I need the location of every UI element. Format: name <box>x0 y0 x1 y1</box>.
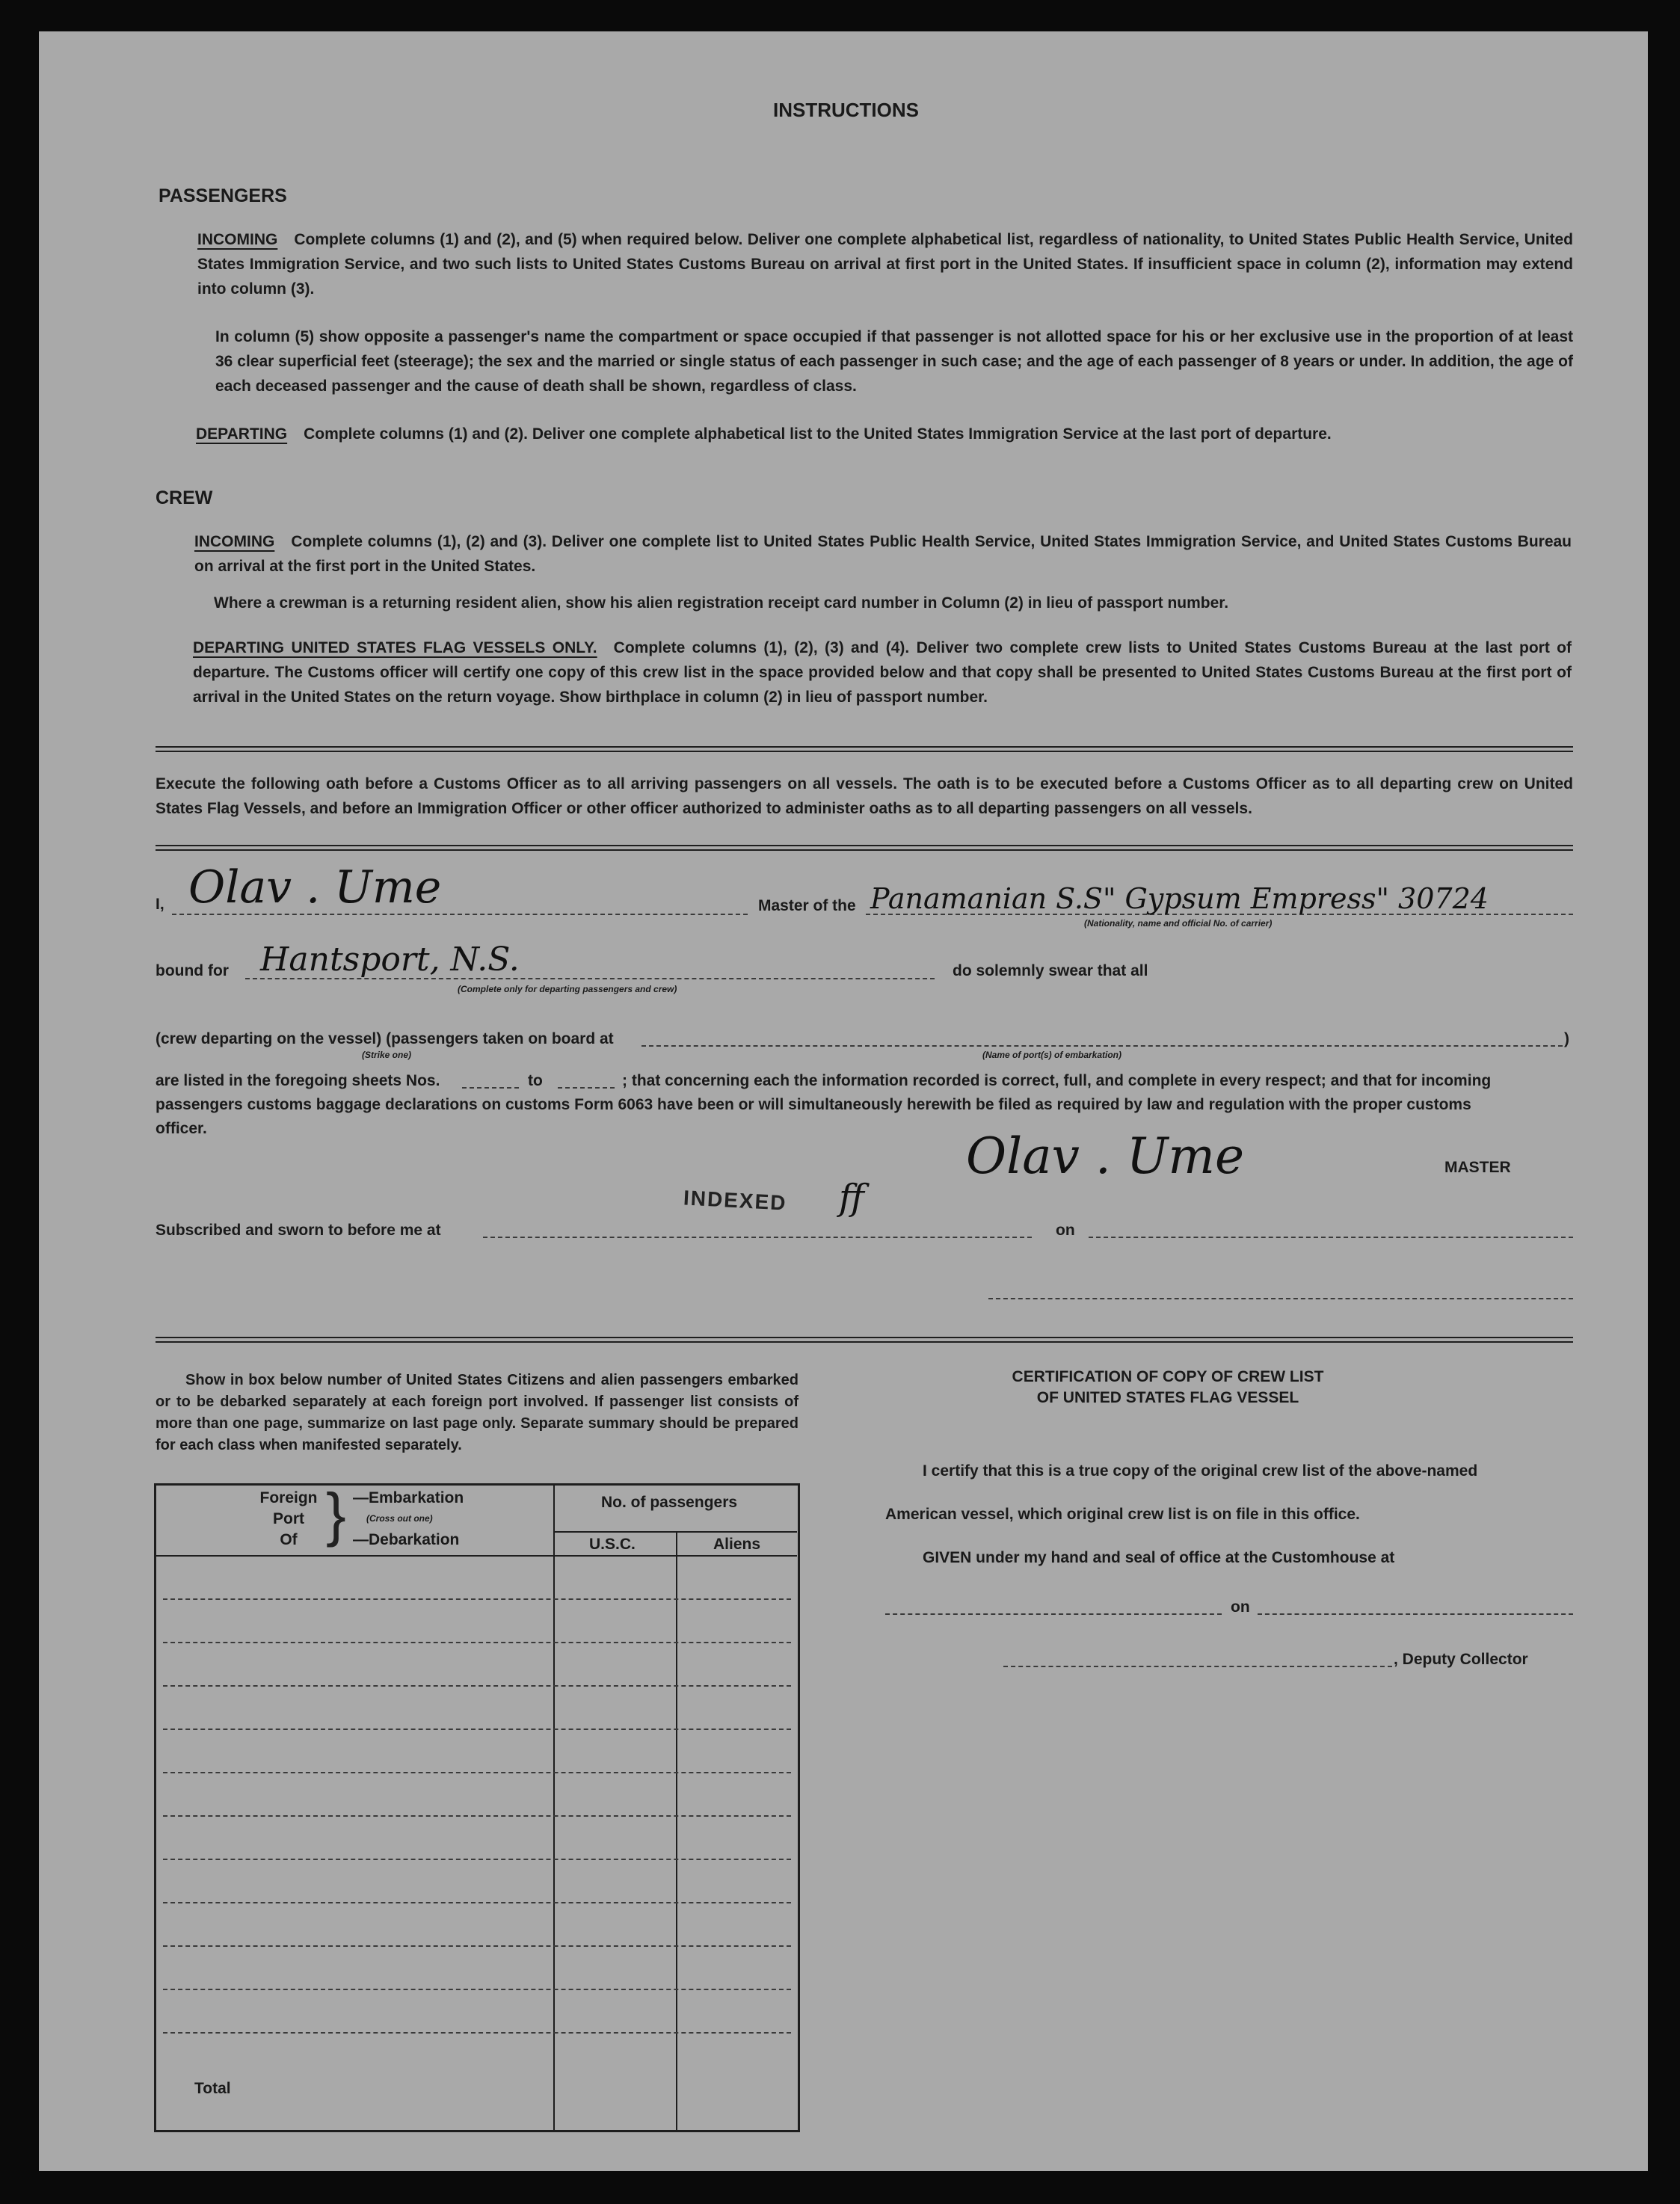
summary-box <box>154 1483 800 2132</box>
master-label: MASTER <box>1444 1159 1511 1176</box>
aliens-column-header: Aliens <box>713 1536 761 1553</box>
passengers-departing-text: Complete columns (1) and (2). Deliver one complete alphabetical list to the United States Immigration Service at the last port of departure. <box>304 425 1332 443</box>
summary-row-line[interactable] <box>163 1859 791 1860</box>
summary-row-line[interactable] <box>163 1815 791 1817</box>
swear-label: do solemnly swear that all <box>953 962 1148 979</box>
brace: } <box>326 1481 346 1548</box>
american-text: American vessel, which original crew list is on file in this office. <box>885 1506 1360 1523</box>
certification-title-1: CERTIFICATION OF COPY OF CREW LIST <box>1012 1368 1324 1385</box>
master-of-label: Master of the <box>758 897 856 914</box>
listed-to: to <box>528 1072 543 1089</box>
master-signature: Olav . Ume <box>966 1127 1245 1185</box>
crew-incoming-text: Complete columns (1), (2) and (3). Deliver one complete list to United States Public Health Service, United States Immigration Service, and United States Customs Bureau on arrival at the first port in the United States. <box>194 533 1572 575</box>
deputy-signature-line[interactable] <box>1003 1666 1392 1667</box>
summary-instructions: Show in box below number of United States Citizens and alien passengers embarked or to be debarked separately at each foreign port involved. If passenger list consists of more than one page, summarize on last page only. Separate summary should be prepared for each class when manifested separately. <box>156 1372 799 1453</box>
given-text: GIVEN under my hand and seal of office at the Customhouse at <box>923 1549 1395 1566</box>
oath-intro-paragraph: Execute the following oath before a Customs Officer as to all arriving passengers on all vessels. The oath is to be executed before a Customs Officer as to all departing crew on United States Flag Vessels, and before an Immigration Officer or other officer authorized to administer oaths as to all departing passengers on all vessels. <box>156 775 1573 817</box>
header-bottom <box>156 1555 797 1557</box>
port-label: Port <box>273 1510 304 1527</box>
sheet-from-line[interactable] <box>462 1087 519 1089</box>
vessel-caption: (Nationality, name and official No. of carrier) <box>1084 918 1273 929</box>
divider-rule <box>156 751 1573 752</box>
crew-incoming-label: INCOMING <box>194 533 275 550</box>
listed-prefix: are listed in the foregoing sheets Nos. <box>156 1072 440 1089</box>
listed-line3: officer. <box>156 1120 207 1137</box>
sworn-date-line[interactable] <box>1089 1237 1573 1238</box>
bound-for-label: bound for <box>156 962 229 979</box>
divider-rule <box>156 746 1573 748</box>
passengers-heading: PASSENGERS <box>159 185 287 206</box>
summary-row-line[interactable] <box>163 1598 791 1600</box>
port-embarkation-line[interactable] <box>641 1045 1563 1047</box>
master-name-line[interactable] <box>172 914 748 915</box>
cert-date-line[interactable] <box>1258 1613 1573 1615</box>
strike-caption: (Strike one) <box>362 1050 412 1060</box>
listed-line2: passengers customs baggage declarations on customs Form 6063 have been or will simultaneously herewith be filed as required by law and regulation with the proper customs <box>156 1096 1471 1113</box>
embarkation-label: —Embarkation <box>353 1489 464 1506</box>
listed-rest: ; that concerning each the information recorded is correct, full, and complete in every respect; and that for incoming <box>622 1072 1492 1089</box>
crew-departing-label: DEPARTING UNITED STATES FLAG VESSELS ONLY. <box>193 639 597 656</box>
crew-departing-paragraph <box>193 635 1572 709</box>
summary-row-line[interactable] <box>163 1642 791 1643</box>
summary-row-line[interactable] <box>163 1772 791 1773</box>
divider-rule <box>156 1337 1573 1338</box>
crew-incoming-paragraph <box>194 529 1572 579</box>
passengers-incoming-text: Complete columns (1) and (2), and (5) when required below. Deliver one complete alphabetical list, regardless of nationality, to United States Public Health Service, United States Immigration Service, and two such lists to United States Customs Bureau on arrival at first port in the United States. If insufficient space in column (2), information may extend into column (3). <box>197 231 1573 298</box>
summary-row-line[interactable] <box>163 1685 791 1687</box>
passengers-departing-paragraph <box>196 422 1572 446</box>
deputy-collector-label: , Deputy Collector <box>1394 1651 1528 1668</box>
customhouse-line[interactable] <box>885 1613 1222 1615</box>
debarkation-label: —Debarkation <box>353 1531 460 1548</box>
port-caption: (Name of port(s) of embarkation) <box>982 1050 1122 1060</box>
close-paren: ) <box>1564 1030 1569 1047</box>
officer-signature-line[interactable] <box>988 1298 1573 1299</box>
crew-heading: CREW <box>156 487 213 508</box>
cross-out-caption: (Cross out one) <box>366 1513 433 1524</box>
subscribed-label: Subscribed and sworn to before me at <box>156 1222 441 1239</box>
total-label: Total <box>194 2080 231 2097</box>
oath-i-label: I, <box>156 896 164 913</box>
sheet-to-line[interactable] <box>558 1087 615 1089</box>
certify-text: I certify that this is a true copy of the original crew list of the above-named <box>923 1462 1478 1480</box>
crew-departing-text: Complete columns (1), (2), (3) and (4). Deliver two complete crew lists to United States Customs Bureau at the last port of departure. The Customs officer will certify one copy of this crew list in the space provided below and that copy shall be presented to United States Customs Bureau at the first port of arrival in the United States on the return voyage. Show birthplace in column (2) in lieu of passport number. <box>193 639 1572 706</box>
sworn-place-line[interactable] <box>483 1237 1032 1238</box>
col-divider <box>676 1533 677 2130</box>
vessel-handwriting: Panamanian S.S" Gypsum Empress" 30724 <box>870 882 1489 915</box>
no-of-passengers-label: No. of passengers <box>601 1494 738 1511</box>
crew-resident-paragraph: Where a crewman is a returning resident alien, show his alien registration receipt card number in Column (2) in lieu of passport number. <box>214 594 1229 612</box>
passengers-incoming-paragraph <box>197 227 1573 301</box>
usc-column-header: U.S.C. <box>589 1536 636 1553</box>
form-sheet <box>39 31 1648 2171</box>
indexed-stamp: INDEXED <box>683 1186 788 1215</box>
passengers-departing-label: DEPARTING <box>196 425 288 443</box>
summary-row-line[interactable] <box>163 2032 791 2034</box>
bound-caption: (Complete only for departing passengers and crew) <box>458 984 677 994</box>
passengers-column5-paragraph: In column (5) show opposite a passenger's name the compartment or space occupied if that passenger is not allotted space for his or her exclusive use in the proportion of at least 36 clear superficial feet (steerage); the sex and the married or single status of each passenger in such case; and the age of each passenger of 8 years or under. In addition, the age of each deceased passenger and the cause of death shall be shown, regardless of class. <box>215 328 1573 395</box>
header-divider <box>553 1531 797 1533</box>
divider-rule <box>156 845 1573 846</box>
foreign-label: Foreign <box>259 1489 318 1506</box>
of-label: Of <box>280 1531 298 1548</box>
summary-row-line[interactable] <box>163 1902 791 1903</box>
cert-on-label: on <box>1231 1598 1250 1616</box>
certification-title-2: OF UNITED STATES FLAG VESSEL <box>1036 1389 1299 1406</box>
divider-rule <box>156 1341 1573 1343</box>
passengers-incoming-label: INCOMING <box>197 231 278 248</box>
bound-for-handwriting: Hantsport, N.S. <box>260 941 520 979</box>
divider-rule <box>156 849 1573 851</box>
crew-departing-label: (crew departing on the vessel) (passengers taken on board at <box>156 1030 614 1047</box>
page-title: INSTRUCTIONS <box>773 99 919 121</box>
sworn-on-label: on <box>1056 1222 1075 1239</box>
summary-row-line[interactable] <box>163 1945 791 1947</box>
indexed-initials: ff <box>839 1177 865 1219</box>
summary-row-line[interactable] <box>163 1989 791 1990</box>
master-name-handwriting: Olav . Ume <box>188 861 442 914</box>
summary-row-line[interactable] <box>163 1729 791 1730</box>
